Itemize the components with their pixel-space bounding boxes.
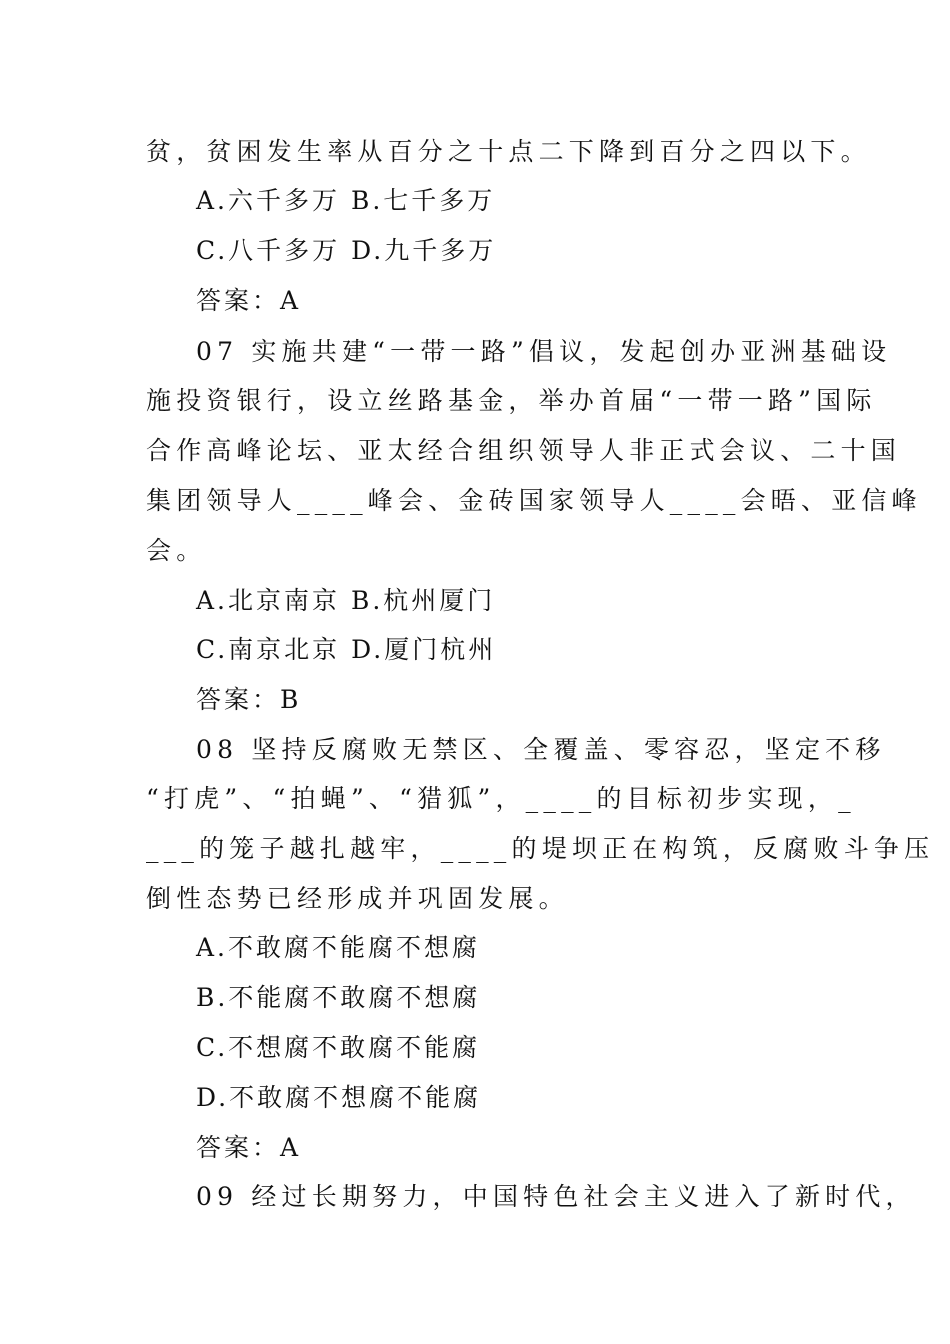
- answer-line: 答案：A: [196, 1133, 302, 1162]
- question-line: 08 坚持反腐败无禁区、全覆盖、零容忍，坚定不移: [196, 735, 886, 764]
- option-line: D.不敢腐不想腐不能腐: [196, 1083, 482, 1112]
- answer-line: 答案：A: [196, 286, 302, 315]
- option-line: A.北京南京 B.杭州厦门: [196, 586, 496, 615]
- option-line: C.南京北京 D.厦门杭州: [196, 635, 497, 664]
- option-line: A.六千多万 B.七千多万: [196, 186, 496, 215]
- text-line: 施投资银行，设立丝路基金，举办首届“一带一路”国际: [146, 386, 877, 415]
- answer-line: 答案：B: [196, 685, 302, 714]
- text-line: 倒性态势已经形成并巩固发展。: [146, 884, 569, 913]
- text-line: 贫，贫困发生率从百分之十点二下降到百分之四以下。: [146, 137, 871, 166]
- text-line: “打虎”、“拍蝇”、“猎狐”，____的目标初步实现，_: [146, 784, 856, 813]
- text-line: ___的笼子越扎越牢，____的堤坝正在构筑，反腐败斗争压: [146, 834, 935, 863]
- option-line: C.不想腐不敢腐不能腐: [196, 1033, 481, 1062]
- option-line: C.八千多万 D.九千多万: [196, 236, 497, 265]
- question-line: 09 经过长期努力，中国特色社会主义进入了新时代，: [196, 1182, 916, 1211]
- option-line: B.不能腐不敢腐不想腐: [196, 983, 481, 1012]
- text-line: 集团领导人____峰会、金砖国家领导人____会晤、亚信峰: [146, 486, 922, 515]
- text-line: 会。: [146, 536, 207, 565]
- text-line: 合作高峰论坛、亚太经合组织领导人非正式会议、二十国: [146, 436, 902, 465]
- option-line: A.不敢腐不能腐不想腐: [196, 933, 481, 962]
- question-line: 07 实施共建“一带一路”倡议，发起创办亚洲基础设: [196, 337, 892, 366]
